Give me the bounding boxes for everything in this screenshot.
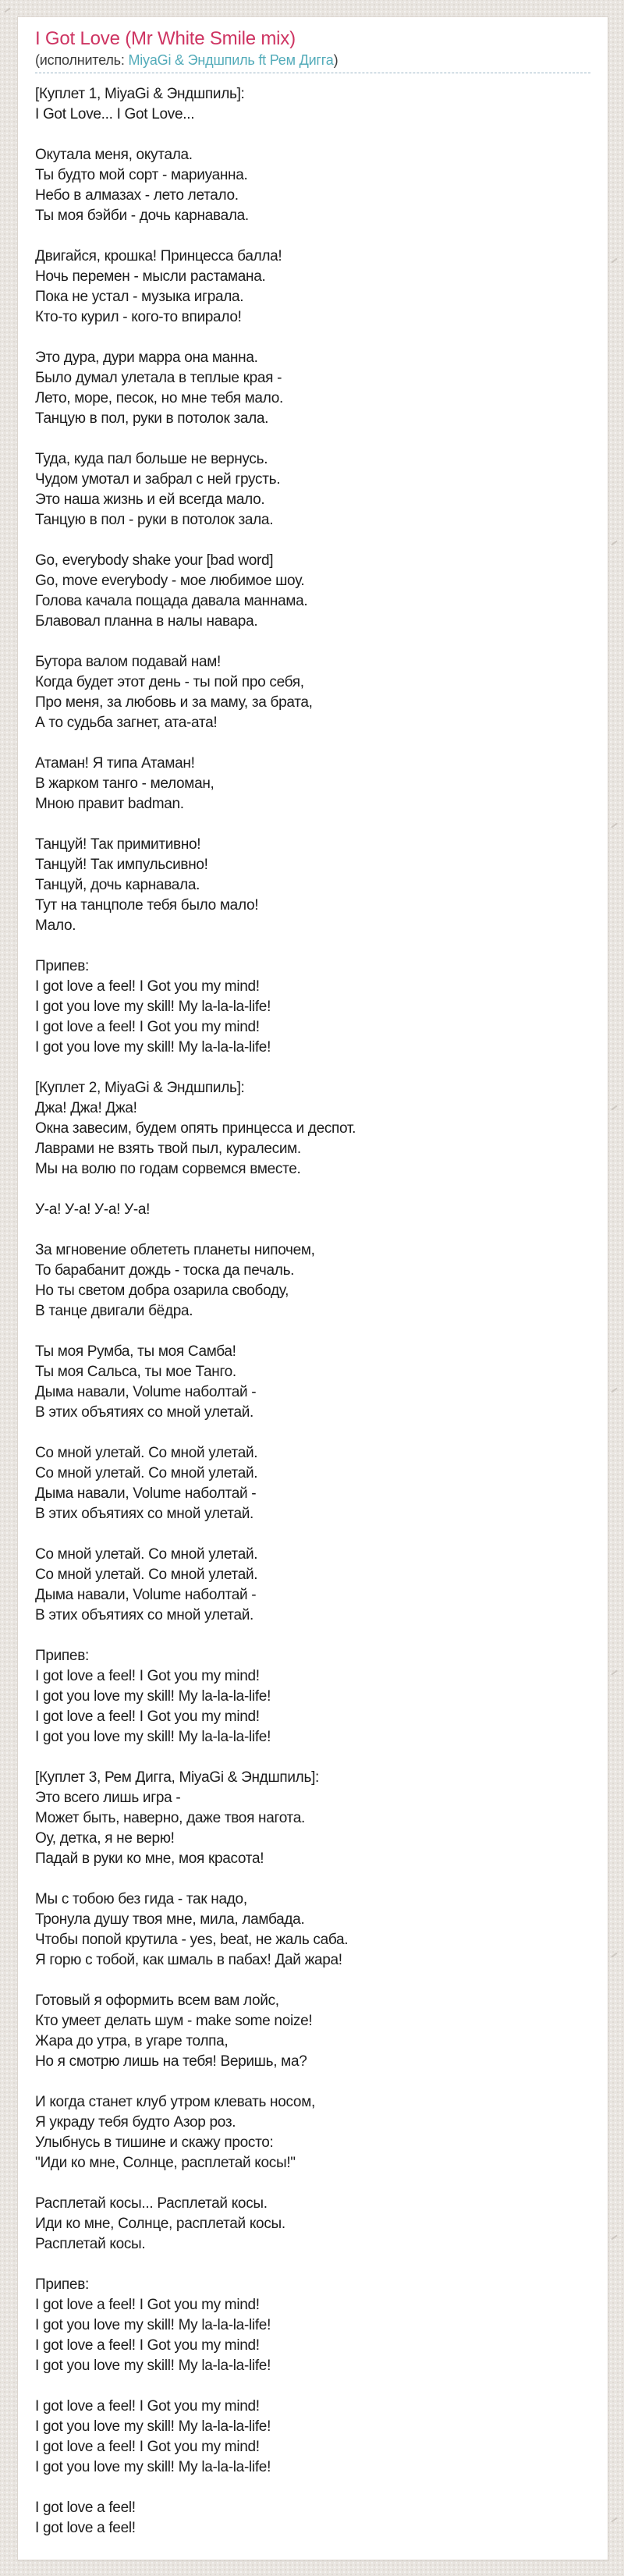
lyrics-line: Со мной улетай. Со мной улетай. <box>35 1465 258 1481</box>
lyrics-line: За мгновение облететь планеты нипочем, <box>35 1242 315 1258</box>
stanza <box>35 348 590 429</box>
stanza <box>35 835 590 936</box>
stanza <box>35 2092 590 2173</box>
stanza <box>35 84 590 125</box>
lyrics-line: Блавовал планна в налы навара. <box>35 613 258 630</box>
stanza <box>35 2498 590 2539</box>
lyrics-line: Оу, детка, я не верю! <box>35 1830 175 1847</box>
artist-line <box>35 51 590 73</box>
lyrics-line: Джа! Джа! Джа! <box>35 1100 137 1116</box>
lyrics-line: Танцуй, дочь карнавала. <box>35 877 200 893</box>
stanza <box>35 1200 590 1220</box>
lyrics-line: I got love a feel! I Got you my mind! <box>35 2398 260 2415</box>
lyrics-line: Ты будто мой сорт - мариуанна. <box>35 167 248 183</box>
stanza <box>35 1443 590 1524</box>
lyrics-line: I got you love my skill! My la-la-la-life! <box>35 999 271 1015</box>
lyrics-line: В этих объятиях со мной улетай. <box>35 1506 254 1522</box>
lyrics-line: I got you love my skill! My la-la-la-life! <box>35 2358 271 2374</box>
stanza <box>35 551 590 632</box>
stanza <box>35 1342 590 1423</box>
lyrics-line: И когда станет клуб утром клевать носом, <box>35 2094 315 2110</box>
lyrics-line: Готовый я оформить всем вам лойс, <box>35 1992 279 2009</box>
lyrics-line: I got love a feel! I Got you my mind! <box>35 1708 260 1725</box>
stanza <box>35 1078 590 1180</box>
stanza <box>35 1768 590 1869</box>
lyrics-line: Окутала меня, окутала. <box>35 147 193 163</box>
stanza <box>35 1545 590 1626</box>
lyrics-line: Про меня, за любовь и за маму, за брата, <box>35 694 313 711</box>
lyrics-line: Мы на волю по годам сорвемся вместе. <box>35 1161 301 1177</box>
stanza <box>35 145 590 226</box>
lyrics-line: I got love a feel! I Got you my mind! <box>35 978 260 995</box>
lyrics-line: Танцуй! Так примитивно! <box>35 836 201 853</box>
lyrics-line: У-а! У-а! У-а! У-а! <box>35 1201 151 1218</box>
lyrics-line: I got you love my skill! My la-la-la-life! <box>35 1688 271 1705</box>
lyrics-line: Может быть, наверно, даже твоя нагота. <box>35 1810 305 1826</box>
stanza <box>35 2275 590 2376</box>
lyrics-line: Тут на танцполе тебя было мало! <box>35 897 259 914</box>
stitch-mark <box>611 1388 618 1393</box>
lyrics-card <box>17 16 608 2560</box>
lyrics-line: Жара до утра, в угаре толпа, <box>35 2033 229 2049</box>
lyrics-line: Танцуй! Так импульсивно! <box>35 857 208 873</box>
stitch-mark <box>611 1105 618 1111</box>
stitch-mark <box>611 2235 618 2241</box>
lyrics-line: Я украду тебя будто Азор роз. <box>35 2114 236 2131</box>
stitch-mark <box>611 541 618 546</box>
lyrics-line: Танцую в пол - руки в потолок зала. <box>35 512 274 528</box>
lyrics-line: I got love a feel! I Got you my mind! <box>35 2297 260 2313</box>
lyrics-line: Кто-то курил - кого-то впирало! <box>35 309 242 325</box>
stanza <box>35 1991 590 2072</box>
lyrics-line: Было думал улетала в теплые края - <box>35 370 282 386</box>
stanza <box>35 1889 590 1971</box>
lyrics-line: Но ты светом добра озарила свободу, <box>35 1283 289 1299</box>
stitch-mark <box>611 1953 618 1958</box>
lyrics-line: Расплетай косы... Расплетай косы. <box>35 2195 268 2212</box>
lyrics-line: Со мной улетай. Со мной улетай. <box>35 1567 258 1583</box>
stitch-mark <box>611 823 618 829</box>
stanza <box>35 1240 590 1322</box>
lyrics-line: [Куплет 1, MiyaGi & Эндшпиль]: <box>35 86 245 102</box>
lyrics-line: То барабанит дождь - тоска да печаль. <box>35 1262 295 1279</box>
lyrics-line: Расплетай косы. <box>35 2236 146 2252</box>
lyrics-line: Чтобы попой крутила - yes, beat, не жаль саба. <box>35 1932 349 1948</box>
lyrics-line: Это всего лишь игра - <box>35 1790 181 1806</box>
lyrics-line: I got love a feel! I Got you my mind! <box>35 2337 260 2354</box>
lyrics-text <box>35 84 590 2539</box>
lyrics-line: I got you love my skill! My la-la-la-life! <box>35 2459 271 2475</box>
lyrics-line: Тронула душу твоя мне, мила, ламбада. <box>35 1911 305 1928</box>
lyrics-line: Бутора валом подавай нам! <box>35 654 222 670</box>
stanza <box>35 449 590 530</box>
lyrics-line: Дыма навали, Volume наболтай - <box>35 1384 257 1400</box>
lyrics-line: Go, everybody shake your [bad word] <box>35 552 274 569</box>
lyrics-line: Ты моя Румба, ты моя Самба! <box>35 1343 236 1360</box>
artist-prefix: (исполнитель: <box>35 52 129 68</box>
lyrics-line: Мало. <box>35 917 76 934</box>
lyrics-line: Мною правит badman. <box>35 796 184 812</box>
lyrics-line: Двигайся, крошка! Принцесса балла! <box>35 248 282 264</box>
lyrics-line: I got love a feel! I Got you my mind! <box>35 1668 260 1684</box>
lyrics-line: [Куплет 2, MiyaGi & Эндшпиль]: <box>35 1080 245 1096</box>
lyrics-line: I got you love my skill! My la-la-la-life! <box>35 2317 271 2333</box>
lyrics-line: Чудом умотал и забрал с ней грусть. <box>35 471 281 488</box>
stitch-mark <box>611 2517 618 2523</box>
lyrics-line: Но я смотрю лишь на тебя! Веришь, ма? <box>35 2053 307 2070</box>
lyrics-line: А то судьба загнет, ата-ата! <box>35 715 218 731</box>
stanza <box>35 1646 590 1747</box>
lyrics-line: Атаман! Я типа Атаман! <box>35 755 195 772</box>
lyrics-line: Дыма навали, Volume наболтай - <box>35 1587 257 1603</box>
lyrics-line: Ночь перемен - мысли растамана. <box>35 268 266 285</box>
lyrics-line: Это дура, дури марра она манна. <box>35 349 258 366</box>
lyrics-line: I got you love my skill! My la-la-la-life! <box>35 2418 271 2435</box>
lyrics-line: Припев: <box>35 1648 89 1664</box>
song-header <box>35 28 590 73</box>
lyrics-line: Со мной улетай. Со мной улетай. <box>35 1445 258 1461</box>
lyrics-line: Голова качала пощада давала маннама. <box>35 593 308 609</box>
lyrics-line: Туда, куда пал больше не вернусь. <box>35 451 268 467</box>
lyrics-line: Это наша жизнь и ей всегда мало. <box>35 491 265 508</box>
lyrics-line: Я горю с тобой, как шмаль в пабах! Дай жара! <box>35 1952 342 1968</box>
stanza <box>35 652 590 733</box>
lyrics-line: Пока не устал - музыка играла. <box>35 289 244 305</box>
lyrics-line: [Куплет 3, Рем Дигга, MiyaGi & Эндшпиль]: <box>35 1769 320 1786</box>
lyrics-line: I got love a feel! I Got you my mind! <box>35 1019 260 1035</box>
lyrics-line: I got love a feel! <box>35 2500 136 2516</box>
stanza <box>35 2194 590 2255</box>
lyrics-line: Лаврами не взять твой пыл, куралесим. <box>35 1141 301 1157</box>
page-title: I Got Love (Mr White Smile mix) <box>35 28 296 49</box>
lyrics-line: Небо в алмазах - лето летало. <box>35 187 239 204</box>
lyrics-line: Кто умеет делать шум - make some noize! <box>35 2013 313 2029</box>
lyrics-line: Припев: <box>35 958 89 974</box>
lyrics-line: I got you love my skill! My la-la-la-life! <box>35 1039 271 1056</box>
lyrics-line: Go, move everybody - мое любимое шоу. <box>35 573 305 589</box>
lyrics-line: Танцую в пол, руки в потолок зала. <box>35 410 269 427</box>
lyrics-line: В этих объятиях со мной улетай. <box>35 1607 254 1623</box>
lyrics-line: I got love a feel! <box>35 2520 136 2536</box>
lyrics-line: Иди ко мне, Солнце, расплетай косы. <box>35 2216 285 2232</box>
stanza <box>35 2397 590 2478</box>
lyrics-line: Со мной улетай. Со мной улетай. <box>35 1546 258 1563</box>
stanza <box>35 754 590 814</box>
stitch-mark <box>611 258 618 264</box>
lyrics-line: Дыма навали, Volume наболтай - <box>35 1485 257 1502</box>
lyrics-line: В танце двигали бёдра. <box>35 1303 193 1319</box>
lyrics-line: Ты моя бэйби - дочь карнавала. <box>35 208 249 224</box>
artist-suffix: ) <box>333 52 339 68</box>
lyrics-line: Лето, море, песок, но мне тебя мало. <box>35 390 283 406</box>
lyrics-line: I got you love my skill! My la-la-la-life! <box>35 1729 271 1745</box>
lyrics-line: Ты моя Сальса, ты мое Танго. <box>35 1364 236 1380</box>
lyrics-line: Окна завесим, будем опять принцесса и деспот. <box>35 1120 356 1137</box>
stanza <box>35 247 590 328</box>
stitch-mark <box>4 8 11 13</box>
lyrics-line: Мы с тобою без гида - так надо, <box>35 1891 247 1907</box>
lyrics-line: Падай в руки ко мне, моя красота! <box>35 1850 264 1867</box>
lyrics-line: В этих объятиях со мной улетай. <box>35 1404 254 1421</box>
stitch-mark <box>611 1670 618 1676</box>
lyrics-line: I Got Love... I Got Love... <box>35 106 195 122</box>
lyrics-line: Когда будет этот день - ты пой про себя, <box>35 674 304 690</box>
artist-link[interactable]: MiyaGi & Эндшпиль ft Рем Дигга <box>128 52 334 68</box>
lyrics-line: Улыбнусь в тишине и скажу просто: <box>35 2134 274 2151</box>
lyrics-line: "Иди ко мне, Солнце, расплетай косы!" <box>35 2155 296 2171</box>
lyrics-line: В жарком танго - меломан, <box>35 775 214 792</box>
lyrics-line: Припев: <box>35 2276 89 2293</box>
stanza <box>35 956 590 1058</box>
lyrics-line: I got love a feel! I Got you my mind! <box>35 2439 260 2455</box>
